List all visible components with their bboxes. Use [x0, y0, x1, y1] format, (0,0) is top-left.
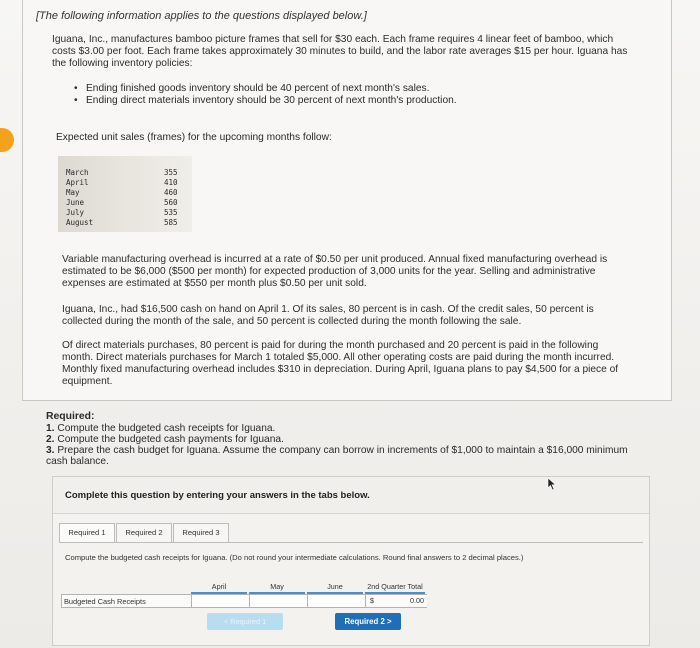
purchases-paragraph: Of direct materials purchases, 80 percent is paid for during the month purchased and 20 percent is paid in the following month. Direct materials purchases for March 1 totaled $5,000. All other operating costs are paid during the month incurred. Monthly fixed manufacturing overhead includes $310 in depreciation. During April, Iguana plans to pay $4,500 for a piece of equipment.: [62, 340, 619, 387]
overhead-paragraph: Variable manufacturing overhead is incurred at a rate of $0.50 per unit produced. Annual fixed manufacturing overhead is estimated to be $6,000 ($500 per month) for expected production of 3,000 units for the year. Selling and administrative expenses are estimated at $550 per month plus $0.50 per unit sold.: [62, 254, 608, 289]
complete-bar: [53, 477, 649, 514]
column-quarter-total: 2nd Quarter Total: [365, 581, 425, 594]
required-text: Prepare the cash budget for Iguana. Assume the company can borrow in increments of $1,000 to maintain a $16,000 minimum cash balance.: [46, 445, 628, 467]
required-text: Compute the budgeted cash payments for Iguana.: [57, 434, 284, 445]
column-april: April: [191, 581, 247, 594]
sales-row: [66, 168, 184, 178]
sales-units: 560: [164, 198, 178, 207]
currency-symbol: $: [370, 596, 374, 605]
required-num: 3.: [46, 445, 55, 456]
tab-required-1[interactable]: Required 1: [59, 523, 115, 543]
cash-paragraph: Iguana, Inc., had $16,500 cash on hand on April 1. Of its sales, 80 percent is in cash. Of the credit sales, 50 percent is collected during the month of the sale, and 50 percent is collected during the month following the sale.: [62, 304, 594, 327]
sales-table: [58, 156, 192, 232]
sales-month: March: [66, 168, 89, 177]
sales-month: August: [66, 218, 94, 227]
tabs-divider: [59, 542, 643, 543]
sales-row: [66, 178, 184, 188]
column-june: June: [307, 581, 363, 594]
quarter-total-cell: [365, 595, 427, 607]
policy-list: [72, 83, 457, 107]
sales-row: [66, 218, 184, 228]
sales-row: [66, 188, 184, 198]
cash-receipts-table: [61, 581, 427, 609]
quarter-total-value: 0.00: [410, 596, 424, 605]
expected-sales-label: Expected unit sales (frames) for the upcoming months follow:: [56, 132, 332, 143]
intro-paragraph: Iguana, Inc., manufactures bamboo picture frames that sell for $30 each. Each frame requires 4 linear feet of bamboo, which costs $3.00 per foot. Each frame takes approximately 30 minutes to build, and the labor rate averages $15 per hour. Iguana has the following inventory policies:: [52, 34, 628, 69]
june-receipts-input[interactable]: [307, 595, 366, 607]
sales-row: [66, 208, 184, 218]
sales-units: 410: [164, 178, 178, 187]
required-text: Compute the budgeted cash receipts for Iguana.: [57, 423, 276, 434]
sales-month: April: [66, 178, 89, 187]
policy-item: • Ending finished goods inventory should be 40 percent of next month's sales.: [72, 83, 457, 95]
tab-required-3[interactable]: Required 3: [173, 523, 229, 542]
policy-item: • Ending direct materials inventory should be 30 percent of next month's production.: [72, 95, 457, 107]
table-row: [61, 594, 427, 608]
row-label: Budgeted Cash Receipts: [64, 597, 146, 606]
required-num: 1.: [46, 423, 55, 434]
answer-panel: [52, 476, 650, 646]
required-list: [46, 423, 646, 467]
sales-month: June: [66, 198, 85, 207]
may-receipts-input[interactable]: [249, 595, 308, 607]
table-header: [61, 581, 427, 593]
sales-row: [66, 198, 184, 208]
required-item: [46, 423, 646, 434]
header-note: [The following information applies to the questions displayed below.]: [36, 10, 367, 22]
sales-units: 355: [164, 168, 178, 177]
mouse-cursor-icon: [547, 477, 557, 494]
sales-units: 535: [164, 208, 178, 217]
april-receipts-input[interactable]: [191, 595, 250, 607]
tab-instructions: Compute the budgeted cash receipts for Iguana. (Do not round your intermediate calculations. Round final answers to 2 decimal places.): [65, 553, 524, 562]
sales-units: 585: [164, 218, 178, 227]
required-title: Required:: [46, 411, 95, 422]
column-may: May: [249, 581, 305, 594]
required-item: [46, 445, 646, 467]
next-tab-button[interactable]: Required 2 >: [335, 613, 401, 630]
sales-month: May: [66, 188, 80, 197]
sales-month: July: [66, 208, 85, 217]
tab-required-2[interactable]: Required 2: [116, 523, 172, 542]
question-marker: [0, 128, 14, 152]
previous-tab-button[interactable]: < Required 1: [207, 613, 283, 630]
required-num: 2.: [46, 434, 55, 445]
sales-units: 460: [164, 188, 178, 197]
required-item: [46, 434, 646, 445]
complete-instruction: Complete this question by entering your answers in the tabs below.: [65, 490, 370, 501]
